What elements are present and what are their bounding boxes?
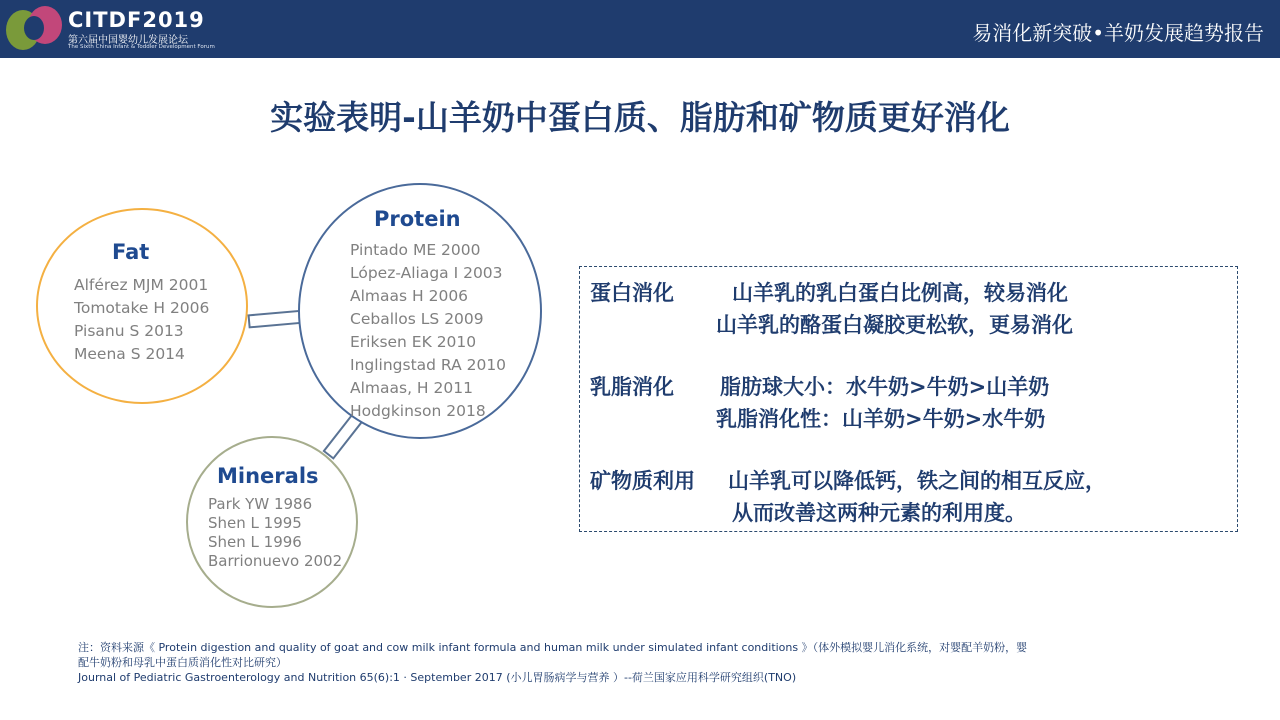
digestion-summary-box	[579, 266, 1238, 532]
minerals-citation: Shen L 1995	[208, 514, 302, 532]
protein-citation: Inglingstad RA 2010	[350, 356, 507, 374]
mineral-use-point-2: 从而改善这两种元素的利用度。	[732, 501, 1026, 525]
header-title: 易消化新突破•羊奶发展趋势报告	[972, 21, 1264, 45]
minerals-circle	[186, 436, 358, 608]
protein-citation: Eriksen EK 2010	[350, 333, 477, 351]
fat-citation: Meena S 2014	[74, 345, 185, 363]
citdf-logo	[4, 2, 234, 56]
minerals-title: Minerals	[217, 464, 319, 488]
logo-wordmark: CITDF2019	[68, 8, 205, 32]
source-footnote	[78, 640, 1027, 685]
logo-inner-circle	[24, 16, 44, 40]
fat-digestion-label: 乳脂消化	[590, 375, 674, 399]
fat-digestion-point-2: 乳脂消化性：山羊奶>牛奶>水牛奶	[716, 407, 1046, 431]
fat-citation: Tomotake H 2006	[74, 299, 210, 317]
minerals-citation: Barrionuevo 2002	[208, 552, 343, 570]
fat-circle	[36, 208, 248, 404]
protein-citation: Hodgkinson 2018	[350, 402, 486, 420]
fat-digestion-point-1: 脂肪球大小：水牛奶>牛奶>山羊奶	[720, 375, 1050, 399]
protein-citation: López-Aliaga I 2003	[350, 264, 503, 282]
protein-citation: Pintado ME 2000	[350, 241, 481, 259]
minerals-citation: Park YW 1986	[208, 495, 313, 513]
mineral-use-point-1: 山羊乳可以降低钙，铁之间的相互反应，	[728, 469, 1106, 493]
fat-citations	[74, 274, 209, 366]
slide-title: 实验表明-山羊奶中蛋白质、脂肪和矿物质更好消化	[270, 98, 1010, 137]
minerals-citations	[208, 495, 342, 571]
logo-chinese-name: 第六届中国婴幼儿发展论坛	[68, 35, 188, 46]
protein-circle	[298, 183, 542, 439]
fat-citation: Alférez MJM 2001	[74, 276, 209, 294]
protein-citation: Almaas H 2006	[350, 287, 469, 305]
mineral-use-label: 矿物质利用	[590, 469, 695, 493]
fat-title: Fat	[112, 240, 150, 264]
protein-digestion-label: 蛋白消化	[590, 281, 674, 305]
protein-digestion-point-2: 山羊乳的酪蛋白凝胶更松软，更易消化	[716, 313, 1073, 337]
footnote-line: 配牛奶粉和母乳中蛋白质消化性对比研究）	[78, 656, 287, 669]
minerals-citation: Shen L 1996	[208, 533, 302, 551]
footnote-line: 注：资料来源《 Protein digestion and quality of goat and cow milk infant formula and human milk under simulated infant conditions 》（体外模拟婴儿消化系统，对婴配羊奶粉，婴	[78, 641, 1028, 654]
protein-digestion-point-1: 山羊乳的乳白蛋白比例高，较易消化	[732, 281, 1068, 305]
protein-citation: Ceballos LS 2009	[350, 310, 484, 328]
protein-title: Protein	[374, 207, 461, 231]
footnote-line: Journal of Pediatric Gastroenterology and Nutrition 65(6):1 · September 2017 (小儿胃肠病学与营养 ）--荷兰国家应用科学研究组织(TNO)	[78, 671, 797, 684]
protein-citation: Almaas, H 2011	[350, 379, 473, 397]
header-bar	[0, 0, 1280, 58]
protein-citations	[350, 239, 506, 423]
fat-citation: Pisanu S 2013	[74, 322, 184, 340]
logo-english-name: The Sixth China Infant & Toddler Development Forum	[68, 44, 215, 50]
fat-protein-connector	[247, 310, 304, 329]
